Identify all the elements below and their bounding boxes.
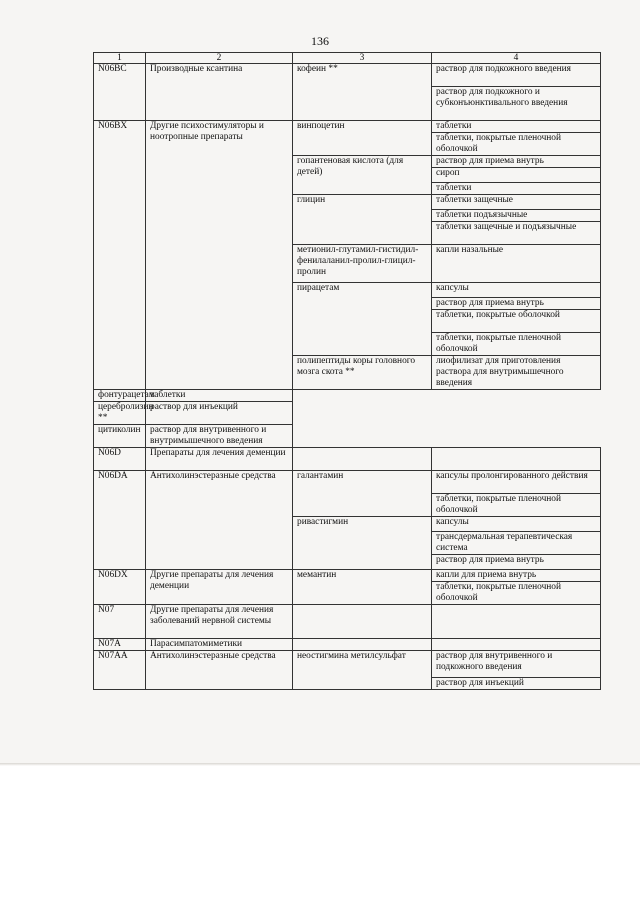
drug-name-cell: фонтурацетам [94, 390, 146, 402]
atc-code-cell: N06DA [94, 471, 146, 570]
pharmacological-group-cell: Антихолинэстеразные средства [146, 471, 293, 570]
dosage-form-cell: таблетки, покрытые пленочной оболочкой [432, 133, 601, 156]
dosage-form-cell: сироп [432, 168, 601, 183]
dosage-form-cell: таблетки подъязычные [432, 210, 601, 222]
dosage-form-cell: раствор для инъекций [146, 402, 293, 425]
table-row [94, 64, 601, 87]
drug-name-cell: мемантин [293, 570, 432, 605]
header-col-2: 2 [146, 53, 293, 64]
dosage-form-cell [432, 448, 601, 471]
table-row [94, 390, 601, 402]
pharmacological-group-cell: Антихолинэстеразные средства [146, 651, 293, 690]
dosage-form-cell: таблетки [432, 121, 601, 133]
drug-name-cell: церебролизин ** [94, 402, 146, 425]
drug-name-cell: ривастигмин [293, 517, 432, 570]
dosage-form-cell: таблетки защечные и подъязычные [432, 222, 601, 245]
dosage-form-cell: капсулы [432, 517, 601, 532]
drug-name-cell: винпоцетин [293, 121, 432, 156]
atc-code-cell: N07A [94, 639, 146, 651]
table-row [94, 425, 601, 448]
atc-code-cell: N06BC [94, 64, 146, 121]
table-row [94, 121, 601, 133]
drug-name-cell: неостигмина метилсульфат [293, 651, 432, 690]
dosage-form-cell [432, 639, 601, 651]
dosage-form-cell: трансдермальная терапевтическая система [432, 532, 601, 555]
page-number: 136 [311, 34, 329, 48]
drug-name-cell [293, 448, 432, 471]
table-body [94, 64, 601, 690]
pharmacological-group-cell: Парасимпатомиметики [146, 639, 293, 651]
atc-code-cell: N07AA [94, 651, 146, 690]
dosage-form-cell: таблетки [432, 183, 601, 195]
pharmacological-group-cell: Другие препараты для лечения деменции [146, 570, 293, 605]
dosage-form-cell: капли для приема внутрь [432, 570, 601, 582]
dosage-form-cell: таблетки [146, 390, 293, 402]
drug-name-cell: галантамин [293, 471, 432, 517]
dosage-form-cell: раствор для инъекций [432, 678, 601, 690]
atc-code-cell: N06BX [94, 121, 146, 390]
table-row [94, 570, 601, 582]
table-row [94, 448, 601, 471]
drug-name-cell: метионил-глутамил-гистидил-фенилаланил-пролил-глицил-пролин [293, 245, 432, 283]
dosage-form-cell: раствор для приема внутрь [432, 555, 601, 570]
drug-name-cell: кофеин ** [293, 64, 432, 121]
dosage-form-cell: капсулы пролонгированного действия [432, 471, 601, 494]
table-header-row [94, 53, 601, 64]
atc-code-cell: N06D [94, 448, 146, 471]
dosage-form-cell: таблетки, покрытые пленочной оболочкой [432, 494, 601, 517]
table-row [94, 605, 601, 639]
pharmacological-group-cell: Производные ксантина [146, 64, 293, 121]
pharmacological-group-cell: Другие препараты для лечения заболеваний нервной системы [146, 605, 293, 639]
atc-code-cell: N06DX [94, 570, 146, 605]
header-col-1: 1 [94, 53, 146, 64]
table-row [94, 639, 601, 651]
header-col-3: 3 [293, 53, 432, 64]
scan-edge [0, 763, 640, 766]
drug-name-cell: гопантеновая кислота (для детей) [293, 156, 432, 195]
dosage-form-cell: капсулы [432, 283, 601, 298]
table-row [94, 402, 601, 425]
dosage-form-cell [432, 605, 601, 639]
drug-classification-table [93, 52, 601, 690]
atc-code-cell: N07 [94, 605, 146, 639]
drug-name-cell: цитиколин [94, 425, 146, 448]
header-col-4: 4 [432, 53, 601, 64]
drug-name-cell: глицин [293, 195, 432, 245]
drug-name-cell [293, 605, 432, 639]
dosage-form-cell: раствор для подкожного и субконъюнктивального введения [432, 87, 601, 121]
dosage-form-cell: раствор для приема внутрь [432, 298, 601, 310]
pharmacological-group-cell: Препараты для лечения деменции [146, 448, 293, 471]
dosage-form-cell: таблетки, покрытые пленочной оболочкой [432, 582, 601, 605]
dosage-form-cell: таблетки защечные [432, 195, 601, 210]
drug-name-cell [293, 639, 432, 651]
dosage-form-cell: лиофилизат для приготовления раствора для внутримышечного введения [432, 356, 601, 390]
drug-name-cell: пирацетам [293, 283, 432, 356]
dosage-form-cell: раствор для приема внутрь [432, 156, 601, 168]
dosage-form-cell: раствор для внутривенного и внутримышечного введения [146, 425, 293, 448]
drug-name-cell: полипептиды коры головного мозга скота ** [293, 356, 432, 390]
dosage-form-cell: таблетки, покрытые пленочной оболочкой [432, 333, 601, 356]
pharmacological-group-cell: Другие психостимуляторы и ноотропные препараты [146, 121, 293, 390]
table-row [94, 471, 601, 494]
table-row [94, 651, 601, 678]
dosage-form-cell: капли назальные [432, 245, 601, 283]
dosage-form-cell: раствор для подкожного введения [432, 64, 601, 87]
dosage-form-cell: таблетки, покрытые оболочкой [432, 310, 601, 333]
dosage-form-cell: раствор для внутривенного и подкожного введения [432, 651, 601, 678]
